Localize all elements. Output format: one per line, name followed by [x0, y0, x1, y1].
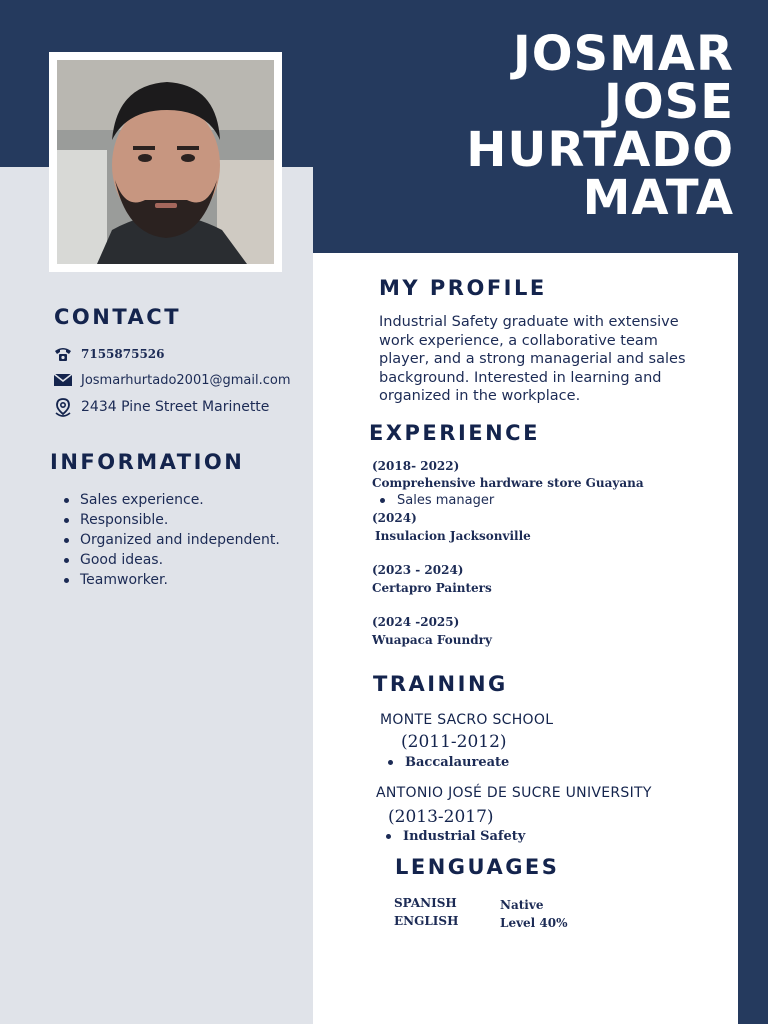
address-text: 2434 Pine Street Marinette — [81, 399, 270, 415]
profile-heading: MY PROFILE — [379, 276, 547, 300]
experience-role — [380, 493, 494, 508]
contact-address — [53, 398, 269, 416]
list-item: Teamworker. — [62, 570, 280, 590]
experience-company: Certapro Painters — [372, 581, 492, 595]
training-school: MONTE SACRO SCHOOL — [380, 712, 554, 728]
profile-photo-frame — [49, 52, 282, 272]
profile-photo — [57, 60, 274, 264]
name-line-4: MATA — [582, 170, 734, 226]
phone-number: 7155875526 — [81, 347, 165, 361]
experience-company: Comprehensive hardware store Guayana — [372, 476, 644, 490]
mail-icon — [53, 371, 73, 389]
language-levels — [500, 896, 568, 932]
location-pin-icon — [53, 398, 73, 416]
training-degree — [388, 755, 509, 770]
profile-line: background. Interested in learning and — [379, 369, 662, 386]
language-level: Level 40% — [500, 916, 568, 930]
languages-heading: LENGUAGES — [395, 855, 560, 879]
bullet-icon — [388, 760, 393, 765]
phone-icon — [53, 345, 73, 363]
list-item: Sales experience. — [62, 490, 280, 510]
training-degree-label: Industrial Safety — [403, 829, 526, 844]
profile-line: Industrial Safety graduate with extensive — [379, 314, 679, 330]
information-list — [62, 490, 280, 590]
training-degree — [386, 829, 525, 844]
profile-line: work experience, a collaborative team — [379, 332, 658, 349]
name-line-1: JOSMAR — [512, 26, 734, 82]
experience-company: Insulacion Jacksonville — [375, 529, 531, 543]
profile-summary — [379, 313, 699, 406]
language-names — [394, 894, 458, 930]
contact-heading: CONTACT — [54, 305, 182, 329]
profile-line: organized in the workplace. — [379, 388, 581, 404]
experience-years: (2023 - 2024) — [372, 563, 464, 577]
language-level: Native — [500, 898, 544, 912]
training-school: ANTONIO JOSÉ DE SUCRE UNIVERSITY — [376, 785, 652, 801]
training-degree-label: Baccalaureate — [405, 755, 510, 770]
experience-company: Wuapaca Foundry — [372, 633, 492, 647]
experience-heading: EXPERIENCE — [369, 421, 540, 445]
language-name: ENGLISH — [394, 914, 459, 928]
experience-years: (2018- 2022) — [372, 459, 460, 473]
list-item: Good ideas. — [62, 550, 280, 570]
list-item: Responsible. — [62, 510, 280, 530]
training-years: (2013-2017) — [388, 807, 494, 827]
information-heading: INFORMATION — [50, 450, 245, 474]
experience-role-label: Sales manager — [397, 493, 495, 508]
experience-years: (2024 -2025) — [372, 615, 460, 629]
training-years: (2011-2012) — [401, 732, 507, 752]
full-name — [314, 26, 734, 226]
bullet-icon — [380, 498, 385, 503]
list-item: Organized and independent. — [62, 530, 280, 550]
name-line-3: HURTADO — [466, 122, 734, 178]
contact-phone[interactable] — [53, 345, 165, 363]
left-panel — [0, 167, 313, 1024]
training-heading: TRAINING — [373, 672, 508, 696]
profile-line: player, and a strong managerial and sales — [379, 351, 686, 367]
email-address: Josmarhurtado2001@gmail.com — [81, 372, 291, 388]
bullet-icon — [386, 834, 391, 839]
language-name: SPANISH — [394, 896, 457, 910]
experience-years: (2024) — [372, 511, 417, 525]
name-line-2: JOSE — [603, 74, 734, 130]
contact-email[interactable] — [53, 371, 291, 389]
